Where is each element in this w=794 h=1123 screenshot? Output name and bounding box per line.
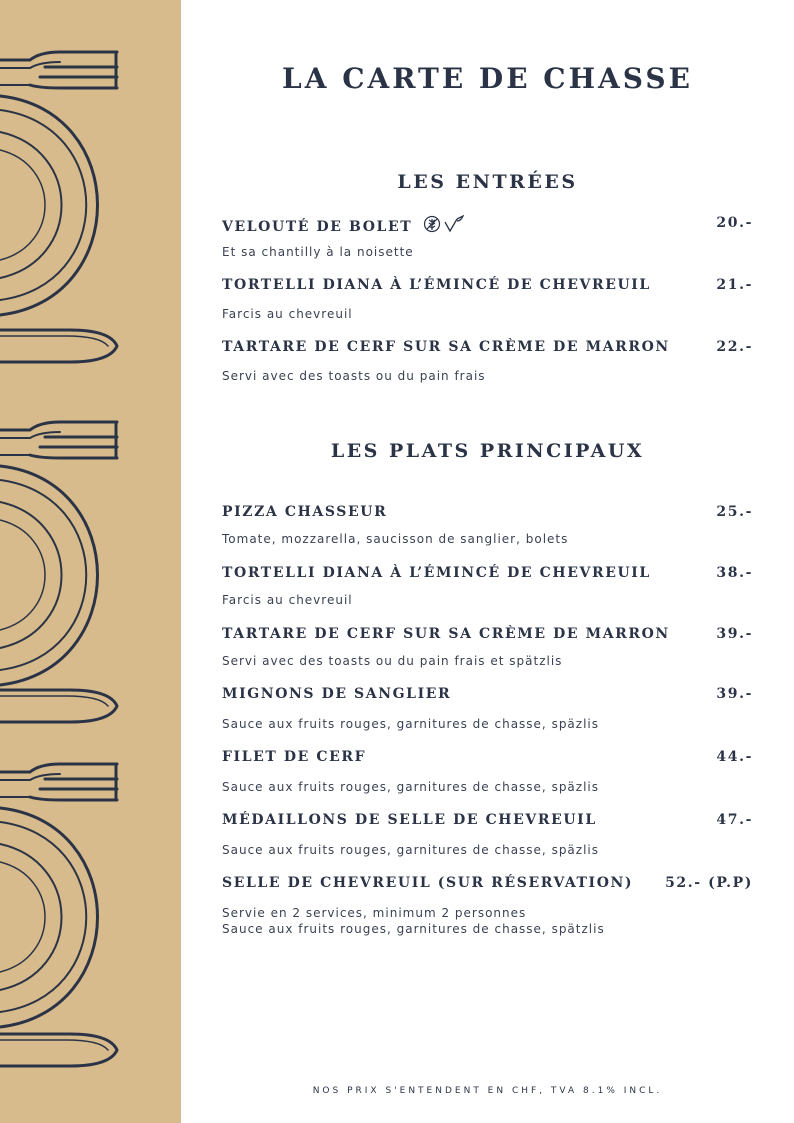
- menu-item-description: Farcis au chevreuil: [222, 593, 353, 607]
- menu-item-name: FILET DE CERF: [222, 749, 367, 765]
- plate-icon: [0, 466, 98, 685]
- menu-item-price: 47.-: [716, 812, 753, 828]
- menu-item-name: SELLE DE CHEVREUIL (SUR RÉSERVATION): [222, 875, 634, 891]
- plate-icon: [0, 96, 98, 315]
- menu-item-description: Sauce aux fruits rouges, garnitures de chasse, spätzlis: [222, 922, 605, 936]
- gluten-free-icon: [424, 217, 439, 232]
- menu-item-name: MIGNONS DE SANGLIER: [222, 686, 452, 702]
- fork-icon: [0, 764, 117, 800]
- menu-item-name: TORTELLI DIANA À L’ÉMINCÉ DE CHEVREUIL: [222, 277, 651, 293]
- menu-item-header: [222, 215, 467, 235]
- menu-item-name: TORTELLI DIANA À L’ÉMINCÉ DE CHEVREUIL: [222, 565, 651, 581]
- menu-item-description: Sauce aux fruits rouges, garnitures de chasse, späzlis: [222, 717, 600, 731]
- menu-item-price: 52.- (P.P): [665, 875, 753, 891]
- knife-icon: [0, 330, 117, 362]
- menu-item-description: Tomate, mozzarella, saucisson de sanglier, bolets: [222, 532, 569, 546]
- plate-icon: [0, 808, 98, 1027]
- menu-item: [222, 339, 753, 384]
- menu-item-description: Servie en 2 services, minimum 2 personnes: [222, 906, 527, 920]
- menu-item-price: 39.-: [716, 686, 753, 702]
- menu-item: [222, 686, 753, 732]
- menu-title: LA CARTE DE CHASSE: [282, 62, 693, 95]
- section-title-plats-principaux: LES PLATS PRINCIPAUX: [330, 440, 645, 462]
- knife-icon: [0, 1034, 117, 1066]
- menu-item-name: TARTARE DE CERF SUR SA CRÈME DE MARRON: [222, 626, 670, 642]
- menu-item-price: 20.-: [716, 215, 753, 231]
- menu-item-description: Sauce aux fruits rouges, garnitures de chasse, späzlis: [222, 843, 600, 857]
- vegetarian-leaf-icon: [445, 216, 463, 231]
- menu-item-name: TARTARE DE CERF SUR SA CRÈME DE MARRON: [222, 339, 670, 355]
- menu-item: [222, 565, 753, 608]
- menu-item-price: 21.-: [716, 277, 753, 293]
- menu-item-description: Servi avec des toasts ou du pain frais et spätzlis: [222, 654, 563, 668]
- menu-item: [222, 277, 753, 322]
- price-footnote: NOS PRIX S'ENTENDENT EN CHF, TVA 8.1% INCL.: [312, 1086, 663, 1096]
- knife-icon: [0, 690, 117, 722]
- menu-item-name: PIZZA CHASSEUR: [222, 504, 388, 520]
- menu-item-description: Farcis au chevreuil: [222, 307, 353, 321]
- fork-icon: [0, 52, 117, 88]
- menu-item-price: 25.-: [716, 504, 753, 520]
- tableware-illustration: [0, 0, 181, 1123]
- menu-item-description: Servi avec des toasts ou du pain frais: [222, 369, 486, 383]
- menu-item: [222, 875, 753, 937]
- menu-item: [222, 215, 753, 260]
- menu-item-name: MÉDAILLONS DE SELLE DE CHEVREUIL: [222, 812, 597, 828]
- section-title-entrees: LES ENTRÉES: [397, 171, 578, 193]
- menu-item-price: 39.-: [716, 626, 753, 642]
- menu-item-description: Sauce aux fruits rouges, garnitures de chasse, späzlis: [222, 780, 600, 794]
- menu-item-price: 22.-: [716, 339, 753, 355]
- menu-item-price: 44.-: [716, 749, 753, 765]
- fork-icon: [0, 422, 117, 458]
- menu-item-price: 38.-: [716, 565, 753, 581]
- diet-icons: [423, 215, 467, 233]
- menu-item: [222, 749, 753, 795]
- menu-item-description: Et sa chantilly à la noisette: [222, 245, 414, 259]
- decorative-sidebar: [0, 0, 181, 1123]
- menu-item-name: VELOUTÉ DE BOLET: [222, 219, 413, 235]
- menu-item: [222, 812, 753, 858]
- menu-item: [222, 626, 753, 669]
- menu-item: [222, 504, 753, 547]
